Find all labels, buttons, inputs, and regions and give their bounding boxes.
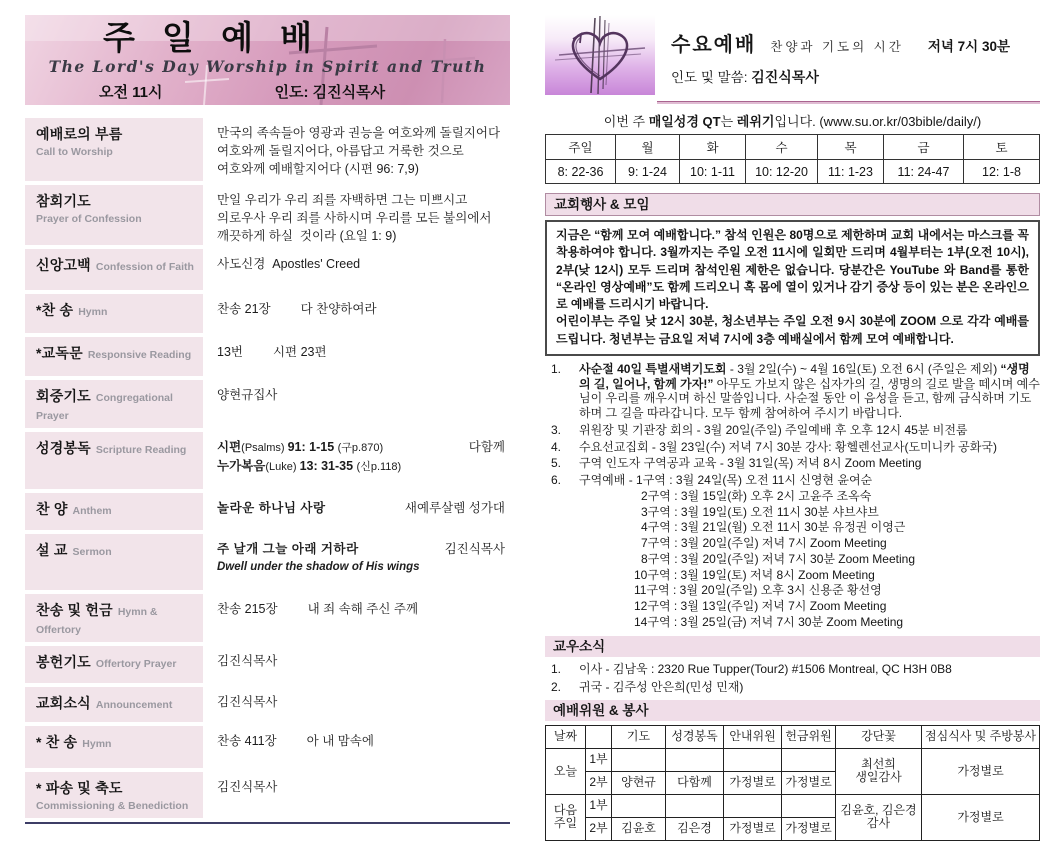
worship-notice-box bbox=[545, 220, 1040, 356]
worship-order-row bbox=[25, 646, 510, 683]
qt-reading: 10: 12-20 bbox=[746, 160, 818, 184]
worship-order-row bbox=[25, 380, 510, 428]
duty-empty-cell bbox=[612, 794, 666, 817]
worship-item-korean-label: 교회소식 bbox=[36, 695, 91, 712]
announcement-list bbox=[545, 362, 1040, 630]
wednesday-worship-time: 저녁 7시 30분 bbox=[927, 39, 1011, 54]
worship-order-row bbox=[25, 249, 510, 290]
worship-item-english-label: Hymn bbox=[78, 306, 108, 319]
announcement-body bbox=[573, 362, 1040, 421]
duty-offering-today: 가정별로 bbox=[782, 771, 836, 794]
worship-item-label bbox=[25, 493, 203, 530]
duty-lunch-today: 가정별로 bbox=[922, 748, 1040, 794]
worship-content-segment: 양현규집사 bbox=[217, 388, 278, 403]
worship-content-line bbox=[217, 457, 508, 476]
announcement-number: 3. bbox=[551, 422, 562, 437]
worship-item-korean-label: *찬 송 bbox=[36, 302, 74, 319]
worship-content-segment: 김진식목사 bbox=[217, 780, 278, 795]
worship-item-content bbox=[203, 294, 510, 333]
duty-prayer-next: 김윤호 bbox=[612, 817, 666, 840]
announcement-number: 6. bbox=[551, 473, 562, 488]
duty-usher-today: 가정별로 bbox=[724, 771, 782, 794]
duty-usher-next: 가정별로 bbox=[724, 817, 782, 840]
worship-item-english-label: Commissioning & Benediction bbox=[36, 800, 189, 813]
announcement-item bbox=[545, 362, 1040, 421]
duty-empty-cell bbox=[782, 748, 836, 771]
worship-order-row bbox=[25, 432, 510, 489]
worship-content-segment: (Luke) bbox=[265, 461, 300, 474]
worship-item-label bbox=[25, 118, 203, 181]
worship-content-segment: 찬송 21장 bbox=[217, 302, 271, 317]
announcement-item bbox=[545, 423, 1040, 438]
worship-item-korean-label: *교독문 bbox=[36, 345, 83, 362]
duty-flower-today: 최선희 생일감사 bbox=[836, 748, 922, 794]
qt-reading: 11: 24-47 bbox=[884, 160, 964, 184]
duty-offering-next: 가정별로 bbox=[782, 817, 836, 840]
announcement-text bbox=[579, 362, 1040, 421]
wednesday-lead-label: 인도 및 말씀: bbox=[671, 70, 752, 85]
worship-content-segment: 사도신경 Apostles' Creed bbox=[217, 257, 361, 272]
duty-scripture-next: 김은경 bbox=[666, 817, 724, 840]
duty-scripture-today: 다함께 bbox=[666, 771, 724, 794]
worship-content-segment: 아 내 맘속에 bbox=[306, 734, 374, 749]
left-bottom-rule bbox=[25, 822, 510, 824]
member-news-list bbox=[545, 661, 1040, 695]
worship-item-label bbox=[25, 687, 203, 722]
worship-item-content bbox=[203, 534, 510, 590]
worship-item-content bbox=[203, 432, 510, 489]
news-text: 이사 - 김남욱 : 2320 Rue Tupper(Tour2) #1506 Montreal, QC H3H 0B8 bbox=[579, 661, 952, 676]
worship-item-content bbox=[203, 185, 510, 245]
worship-item-english-label: Scripture Reading bbox=[95, 444, 187, 457]
worship-order-list bbox=[25, 118, 510, 818]
qt-day: 화 bbox=[680, 135, 746, 160]
duty-part: 1부 bbox=[586, 748, 612, 771]
qt-reading: 8: 22-36 bbox=[546, 160, 616, 184]
qt-reading: 10: 1-11 bbox=[680, 160, 746, 184]
qt-readings-row bbox=[546, 160, 1040, 184]
worship-item-label bbox=[25, 726, 203, 768]
duty-empty-cell bbox=[782, 794, 836, 817]
worship-item-english-label: Call to Worship bbox=[36, 146, 113, 158]
district-meeting-line: 3구역 : 3월 19일(토) 오전 11시 30분 샤브샤브 bbox=[641, 504, 879, 519]
qt-day: 수 bbox=[746, 135, 818, 160]
worship-item-label bbox=[25, 249, 203, 290]
wednesday-worship-tagline: 찬양과 기도의 시간 bbox=[770, 40, 904, 54]
announcement-text bbox=[579, 456, 1040, 471]
wednesday-worship-title: 수요예배 bbox=[671, 34, 757, 56]
qt-reading: 12: 1-8 bbox=[964, 160, 1040, 184]
worship-item-content bbox=[203, 687, 510, 722]
worship-item-english-label: Prayer of Confession bbox=[36, 213, 142, 225]
worship-item-label bbox=[25, 772, 203, 818]
worship-content-line bbox=[217, 499, 508, 517]
section-header-duty-roster: 예배위원 & 봉사 bbox=[545, 700, 1040, 721]
worship-order-row bbox=[25, 594, 510, 642]
worship-item-label bbox=[25, 294, 203, 333]
worship-item-label bbox=[25, 185, 203, 245]
worship-item-content bbox=[203, 380, 510, 428]
duty-col-prayer: 기도 bbox=[612, 725, 666, 748]
announcement-segment: 구역예배 - 1구역 : 3월 24일(목) 오전 11시 신영현 윤여순 bbox=[579, 473, 873, 488]
worship-content-line bbox=[217, 732, 508, 750]
worship-content-segment: 만국의 족속들아 영광과 권능을 여호와께 돌릴지어다 bbox=[217, 126, 501, 140]
duty-col-lunch: 점심식사 및 주방봉사 bbox=[922, 725, 1040, 748]
wednesday-worship-header bbox=[545, 15, 1040, 95]
qt-day: 토 bbox=[964, 135, 1040, 160]
sunday-worship-time: 오전 11시 bbox=[99, 83, 163, 101]
duty-col-part bbox=[586, 725, 612, 748]
announcement-item bbox=[545, 456, 1040, 471]
news-text: 귀국 - 김주성 안은희(민성 민재) bbox=[579, 679, 744, 694]
news-number: 2. bbox=[551, 679, 562, 694]
worship-order-row bbox=[25, 294, 510, 333]
announcement-number: 1. bbox=[551, 361, 562, 376]
worship-item-korean-label: 참회기도 bbox=[36, 193, 91, 209]
worship-item-english-label: Congregational Prayer bbox=[36, 392, 173, 423]
worship-item-korean-label: 신앙고백 bbox=[36, 257, 91, 274]
announcement-text bbox=[579, 440, 1040, 455]
worship-item-label bbox=[25, 337, 203, 376]
worship-content-line bbox=[217, 142, 508, 160]
duty-empty-cell bbox=[666, 794, 724, 817]
district-meeting-line: 4구역 : 3월 21일(월) 오전 11시 30분 유정권 이영근 bbox=[641, 520, 906, 535]
wednesday-lead-name: 김진식목사 bbox=[751, 69, 819, 85]
duty-col-flower: 강단꽃 bbox=[836, 725, 922, 748]
worship-content-segment: 만일 우리가 우리 죄를 자백하면 그는 미쁘시고 bbox=[217, 193, 468, 207]
worship-content-segment: 시편 bbox=[217, 440, 242, 455]
worship-content-segment: 찬송 215장 bbox=[217, 602, 278, 617]
worship-content-line bbox=[217, 300, 508, 318]
announcements-panel bbox=[545, 15, 1040, 841]
duty-flower-next: 김윤호, 김은경 감사 bbox=[836, 794, 922, 840]
worship-item-content bbox=[203, 594, 510, 642]
worship-content-line bbox=[217, 124, 508, 142]
section-header-member-news: 교우소식 bbox=[545, 636, 1040, 657]
worship-content-line bbox=[217, 160, 508, 178]
sunday-worship-subtitle: The Lord's Day Worship in Spirit and Truth bbox=[48, 56, 487, 76]
duty-empty-cell bbox=[666, 748, 724, 771]
worship-item-english-label: Hymn & Offertory bbox=[36, 606, 158, 637]
worship-item-korean-label: 찬 양 bbox=[36, 501, 68, 518]
worship-content-segment: 13: 31-35 bbox=[299, 459, 357, 474]
duty-empty-cell bbox=[724, 794, 782, 817]
announcement-item bbox=[545, 473, 1040, 630]
announcement-segment: 아무도 가보지 않은 십자가의 길, 생명의 길로 발을 떼시며 예수님이 우리를 깨우시며 하신 말씀입니다. 사순절 동안 이 음성을 듣고, 함께 금식하며 기도하며 그 길을 따라갑니다. 모두 함께 참여하여 주시기 바랍니다. bbox=[579, 376, 1040, 421]
worship-content-segment: 91: 1-15 bbox=[287, 440, 338, 455]
announcement-body bbox=[573, 473, 1040, 630]
worship-content-segment: (신p.118) bbox=[356, 461, 402, 474]
worship-content-segment: 주 날개 그늘 아래 거하라 bbox=[217, 542, 359, 557]
qt-day: 목 bbox=[818, 135, 884, 160]
worship-item-content bbox=[203, 493, 510, 530]
worship-content-segment: 여호와께 돌릴지어다, 아름답고 거룩한 것으로 bbox=[217, 144, 464, 159]
worship-content-segment: 의로우사 우리 죄를 사하시며 우리를 모든 불의에서 bbox=[217, 211, 492, 226]
news-number: 1. bbox=[551, 661, 562, 676]
worship-content-line bbox=[217, 693, 508, 711]
qt-day: 주일 bbox=[546, 135, 616, 160]
announcement-body bbox=[573, 423, 1040, 438]
wednesday-header-rule bbox=[657, 101, 1040, 104]
daily-bible-qt-intro: 이번 주 매일성경 QT는 레위기입니다. (www.su.or.kr/03bible/daily/) bbox=[603, 114, 982, 129]
worship-content-line bbox=[217, 343, 508, 361]
worship-content-segment: 다함께 bbox=[468, 440, 505, 455]
announcement-segment: 사순절 40일 특별새벽기도회 bbox=[579, 361, 727, 376]
duty-header-row bbox=[546, 725, 1040, 748]
worship-order-row bbox=[25, 337, 510, 376]
qt-reading: 9: 1-24 bbox=[616, 160, 680, 184]
worship-content-line bbox=[217, 191, 508, 209]
worship-item-korean-label: 예배로의 부름 bbox=[36, 126, 123, 142]
worship-content-segment: 김진식목사 bbox=[217, 695, 278, 710]
worship-content-segment: 13번 bbox=[217, 345, 243, 360]
worship-content-line bbox=[217, 778, 508, 796]
announcement-segment: 구역 인도자 구역공과 교육 - 3월 31일(목) 저녁 8시 Zoom Meeting bbox=[579, 456, 922, 471]
worship-item-label bbox=[25, 646, 203, 683]
worship-content-line bbox=[217, 209, 508, 227]
announcement-segment: - 3월 2일(수) ~ 4월 16일(토) 오전 6시 (주일은 제외) bbox=[726, 361, 1001, 376]
notice-paragraph-2: 어린이부는 주일 낮 12시 30분, 청소년부는 주일 오전 9시 30분에 ZOOM 으로 각각 예배를 드립니다. 청년부는 금요일 저녁 7시에 3층 예배실에서 함께 모여 예배합니다. bbox=[556, 314, 1029, 346]
notice-paragraph-1: 지금은 “함께 모여 예배합니다.” 참석 인원은 80명으로 제한하며 교회 내에서는 마스크를 꼭 착용하여야 합니다. 3월까지는 주일 오전 11시에 일회만 드리며 4월부터는 1부(오전 10시), 2부(낮 12시) 모두 드리며 참석인원 제한은 없습니다. 당분간은 YouTube 와 Band를 통한 “온라인 영상예배”도 함께 드리오니 혹 몸에 열이 있거나 감기 증상 등이 있는 분은 온라인으로 예배를 드리시기 바랍니다. bbox=[556, 228, 1029, 312]
worship-item-english-label: Announcement bbox=[95, 699, 173, 712]
worship-item-korean-label: * 찬 송 bbox=[36, 734, 78, 751]
district-meeting-line: 8구역 : 3월 20일(주일) 저녁 7시 30분 Zoom Meeting bbox=[641, 551, 916, 566]
qt-reading: 11: 1-23 bbox=[818, 160, 884, 184]
duty-col-offering: 헌금위원 bbox=[782, 725, 836, 748]
worship-item-label bbox=[25, 534, 203, 590]
worship-item-korean-label: 봉헌기도 bbox=[36, 654, 91, 671]
announcement-text bbox=[579, 473, 1040, 488]
worship-item-english-label: Responsive Reading bbox=[87, 349, 192, 362]
sunday-worship-title: 주 일 예 배 bbox=[103, 19, 322, 56]
worship-item-english-label: Hymn bbox=[82, 738, 112, 751]
worship-content-segment: 김진식목사 bbox=[444, 542, 505, 557]
worship-content-segment: 누가복음 bbox=[217, 459, 266, 474]
worship-order-row bbox=[25, 493, 510, 530]
worship-item-label bbox=[25, 432, 203, 489]
worship-content-segment: 새예루살렘 성가대 bbox=[404, 501, 505, 516]
worship-content-line bbox=[217, 386, 508, 404]
worship-content-segment: (Psalms) bbox=[241, 442, 288, 455]
announcement-body bbox=[573, 440, 1040, 455]
worship-order-row bbox=[25, 185, 510, 245]
duty-col-scripture: 성경봉독 bbox=[666, 725, 724, 748]
district-meeting-line: 10구역 : 3월 19일(토) 저녁 8시 Zoom Meeting bbox=[634, 567, 875, 582]
worship-order-row bbox=[25, 687, 510, 722]
worship-item-content bbox=[203, 772, 510, 818]
worship-item-content bbox=[203, 646, 510, 683]
worship-content-segment: (구p.870) bbox=[337, 442, 384, 455]
duty-date-next: 다음 주일 bbox=[546, 794, 586, 840]
duty-empty-cell bbox=[724, 748, 782, 771]
duty-date-today: 오늘 bbox=[546, 748, 586, 794]
worship-item-korean-label: 회중기도 bbox=[36, 388, 91, 405]
district-meeting-line: 12구역 : 3월 13일(주일) 저녁 7시 Zoom Meeting bbox=[634, 599, 887, 614]
worship-item-korean-label: 성경봉독 bbox=[36, 440, 91, 457]
duty-roster-table bbox=[545, 725, 1040, 841]
worship-order-row bbox=[25, 118, 510, 181]
worship-content-line bbox=[217, 255, 508, 273]
qt-day: 금 bbox=[884, 135, 964, 160]
announcement-number: 5. bbox=[551, 456, 562, 471]
duty-part: 2부 bbox=[586, 771, 612, 794]
district-meeting-line: 7구역 : 3월 20일(주일) 저녁 7시 Zoom Meeting bbox=[641, 536, 887, 551]
worship-content-line bbox=[217, 559, 508, 576]
announcement-number: 4. bbox=[551, 439, 562, 454]
worship-item-content bbox=[203, 249, 510, 290]
worship-content-segment: 여호와께 예배할지어다 (시편 96: 7,9) bbox=[217, 162, 419, 177]
worship-item-content bbox=[203, 726, 510, 768]
news-item bbox=[545, 679, 1040, 695]
announcement-segment: “생명의 길, 일어나, 함께 가자!” bbox=[579, 361, 1030, 391]
announcement-segment: 수요선교집회 - 3월 23일(수) 저녁 7시 30분 강사: 황헬렌선교사(도미니카 공화국) bbox=[579, 439, 997, 454]
duty-lunch-next: 가정별로 bbox=[922, 794, 1040, 840]
worship-order-row bbox=[25, 534, 510, 590]
worship-content-segment: 김진식목사 bbox=[217, 654, 278, 669]
announcement-text bbox=[579, 423, 1040, 438]
worship-content-line bbox=[217, 438, 508, 457]
worship-item-content bbox=[203, 118, 510, 181]
worship-content-segment: 시편 23편 bbox=[272, 345, 327, 360]
announcement-segment: 위원장 및 기관장 회의 - 3월 20일(주일) 주일예배 후 오후 12시 45분 비전룸 bbox=[579, 422, 968, 437]
sunday-worship-header bbox=[25, 15, 510, 105]
worship-content-segment: 다 찬양하여라 bbox=[300, 302, 377, 317]
announcement-item bbox=[545, 440, 1040, 455]
duty-prayer-today: 양현규 bbox=[612, 771, 666, 794]
duty-row-today-1 bbox=[546, 748, 1040, 771]
district-meeting-line: 2구역 : 3월 15일(화) 오후 2시 고윤주 조옥숙 bbox=[641, 488, 872, 503]
duty-part: 1부 bbox=[586, 794, 612, 817]
worship-item-english-label: Sermon bbox=[72, 546, 112, 559]
worship-content-segment: Dwell under the shadow of His wings bbox=[217, 560, 420, 573]
worship-item-korean-label: 찬송 및 헌금 bbox=[36, 602, 113, 619]
sunday-worship-leader: 인도: 김진식목사 bbox=[274, 83, 386, 101]
section-header-church-events: 교회행사 & 모임 bbox=[545, 193, 1040, 216]
duty-part: 2부 bbox=[586, 817, 612, 840]
worship-item-english-label: Anthem bbox=[72, 505, 112, 518]
sunday-worship-panel bbox=[25, 15, 510, 824]
district-meeting-line: 11구역 : 3월 20일(주일) 오후 3시 신용준 황선영 bbox=[634, 583, 882, 598]
worship-item-english-label: Offertory Prayer bbox=[95, 658, 177, 671]
worship-content-line bbox=[217, 227, 508, 245]
worship-content-segment: 깨끗하게 하실 것이라 (요일 1: 9) bbox=[217, 229, 397, 244]
daily-bible-reading-table bbox=[545, 134, 1040, 184]
duty-row-next-1 bbox=[546, 794, 1040, 817]
worship-content-segment: 내 죄 속해 주신 주께 bbox=[307, 602, 419, 617]
worship-item-label bbox=[25, 594, 203, 642]
worship-content-line bbox=[217, 600, 508, 618]
worship-content-segment: 찬송 411장 bbox=[217, 734, 277, 749]
worship-item-content bbox=[203, 337, 510, 376]
worship-content-segment: 놀라운 하나님 사랑 bbox=[217, 501, 326, 516]
duty-col-date: 날짜 bbox=[546, 725, 586, 748]
worship-order-row bbox=[25, 726, 510, 768]
duty-col-usher: 안내위원 bbox=[724, 725, 782, 748]
qt-day: 월 bbox=[616, 135, 680, 160]
news-item bbox=[545, 661, 1040, 677]
announcement-body bbox=[573, 456, 1040, 471]
worship-item-korean-label: * 파송 및 축도 bbox=[36, 780, 123, 797]
qt-days-row bbox=[546, 135, 1040, 160]
worship-item-english-label: Confession of Faith bbox=[95, 261, 194, 274]
worship-content-line bbox=[217, 652, 508, 670]
worship-item-label bbox=[25, 380, 203, 428]
worship-item-korean-label: 설 교 bbox=[36, 542, 68, 559]
duty-empty-cell bbox=[612, 748, 666, 771]
worship-order-row bbox=[25, 772, 510, 818]
worship-content-line bbox=[217, 540, 508, 558]
district-meeting-line: 14구역 : 3월 25일(금) 저녁 7시 30분 Zoom Meeting bbox=[634, 614, 904, 629]
heart-cross-logo-icon bbox=[545, 15, 655, 95]
